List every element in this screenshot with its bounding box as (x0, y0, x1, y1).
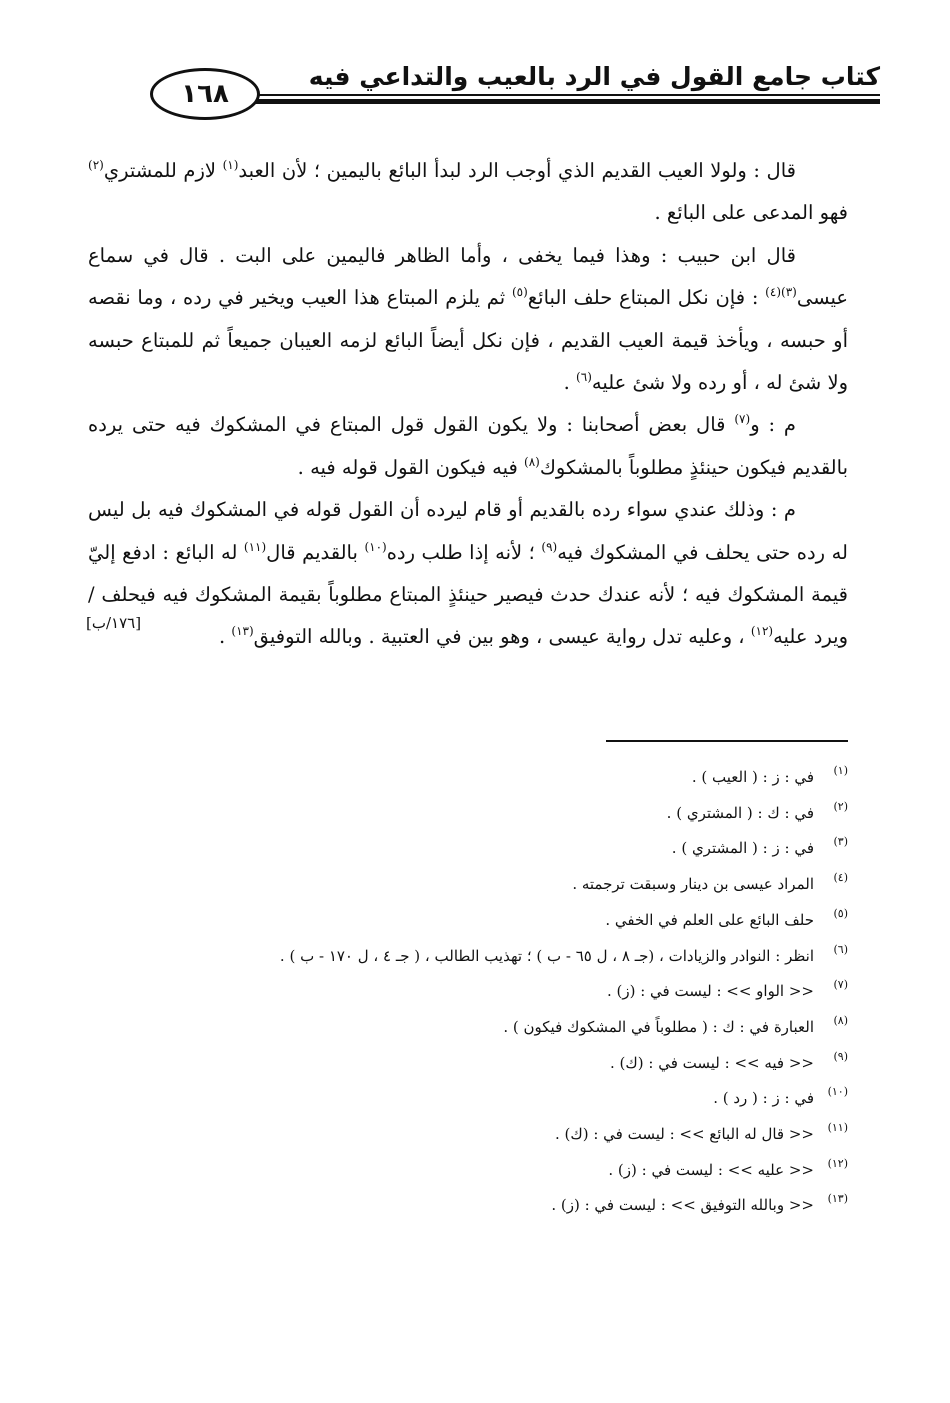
page-header (150, 58, 880, 118)
footnote-ref: (١٢) (750, 624, 774, 639)
footnote-ref: (١٣) (231, 624, 254, 639)
footnotes (148, 760, 848, 1224)
footnote: (٨) العبارة في : ك : ( مطلوباً في المشكوك فيكون ) . (503, 1013, 848, 1036)
footnote-ref: (١) (222, 158, 239, 172)
footnote: (٦) انظر : النوادر والزيادات ، (جـ ٨ ، ل ٦٥ - ب ) ؛ تهذيب الطالب ، ( جـ ٤ ، ل ١٧٠ - ب ) . (279, 942, 848, 965)
footnote: (٩) << فيه >> : ليست في : (ك) . (610, 1049, 848, 1072)
paragraph-2: قال ابن حبيب : وهذا فيما يخفى ، وأما الظاهر فاليمين على البت . قال في سماع عيسى$^{(٣)(٤)}$ : فإن نكل المبتاع حلف البائع$^{(٥)}$ ثم يلزم المبتاع هذا العيب ويخير في رده ، وما نقصه أو حبسه ، ويأخذ قيمة العيب القديم ، فإن نكل أيضاً البائع لزمه العيبان جميعاً ثم للمبتاع حبسه ولا شئ له ، أو رده ولا شئ عليه$^{(٦)}$ . (88, 243, 848, 395)
paragraph-4: م : وذلك عندي سواء رده بالقديم أو قام ليرده أن القول قوله في المشكوك فيه بل ليس له رده حتى يحلف في المشكوك فيه$^{(٩)}$ ؛ لأنه إذا طلب رده$^{(١٠)}$ بالقديم قال$^{(١١)}$ له البائع : ادفع إليّ قيمة المشكوك فيه ؛ لأنه عندك حدث فيصير حينئذٍ المبتاع مطلوباً بقيمة المشكوك فيه فيحلف / ويرد عليه$^{(١٢)}$ ، وعليه تدل رواية عيسى ، وهو بين في العتبية . وبالله التوفيق$^{(١٣)}$ . (88, 498, 848, 649)
footnote: (٣) في : ز : ( المشتري ) . (671, 835, 848, 858)
paragraph-1: قال : ولولا العيب القديم الذي أوجب الرد لبدأ البائع باليمين ؛ لأن العبد$^{(١)}$ لازم للمشتري$^{(٢)}$ فهو المدعى على البائع . (88, 158, 848, 225)
header-rule-thick (250, 99, 880, 104)
footnote: (١) في : ز : ( العيب ) . (691, 764, 848, 786)
footnote: (١٢) << عليه >> : ليست في : (ز) . (608, 1156, 848, 1179)
footnote: (٧) << الواو >> : ليست في : (ز) . (606, 978, 848, 1001)
footnote: (١١) << قال له البائع >> : ليست في : (ك) . (554, 1121, 848, 1144)
main-text (88, 150, 848, 659)
footnote-separator (606, 740, 848, 742)
footnote-ref: (٩) (541, 539, 558, 554)
paragraph-3: م : و$^{(٧)}$ قال بعض أصحابنا : ولا يكون القول قول المبتاع في المشكوك فيه حتى يرده بالقديم فيكون حينئذٍ مطلوباً بالمشكوك$^{(٨)}$ فيه فيكون القول قوله فيه . (88, 412, 848, 479)
footnote-ref: (٣)(٤) (765, 285, 797, 300)
page-number: ١٦٨ (150, 68, 260, 120)
footnote: (٤) المراد عيسى بن دينار وسبقت ترجمته . (572, 871, 848, 894)
footnote-ref: (٢) (88, 158, 104, 172)
footnote-ref: (١١) (243, 539, 267, 554)
footnote-ref: (٨) (524, 454, 540, 469)
footnote: (١٠) في : ز : ( رد ) . (713, 1085, 848, 1108)
manuscript-folio-note: [١٧٦/ب] (86, 614, 142, 632)
footnote: (٥) حلف البائع على العلم في الخفي . (605, 906, 848, 929)
footnote: (١٣) << وبالله التوفيق >> : ليست في : (ز) . (551, 1192, 848, 1215)
running-title: كتاب جامع القول في الرد بالعيب والتداعي فيه (308, 62, 880, 91)
footnote: (٢) في : ك : ( المشتري ) . (666, 799, 848, 822)
footnote-ref: (٧) (734, 412, 751, 427)
footnote-ref: (١٠) (364, 539, 387, 554)
footnote-ref: (٦) (576, 370, 592, 385)
header-rule (250, 94, 880, 96)
footnote-ref: (٥) (511, 285, 528, 300)
